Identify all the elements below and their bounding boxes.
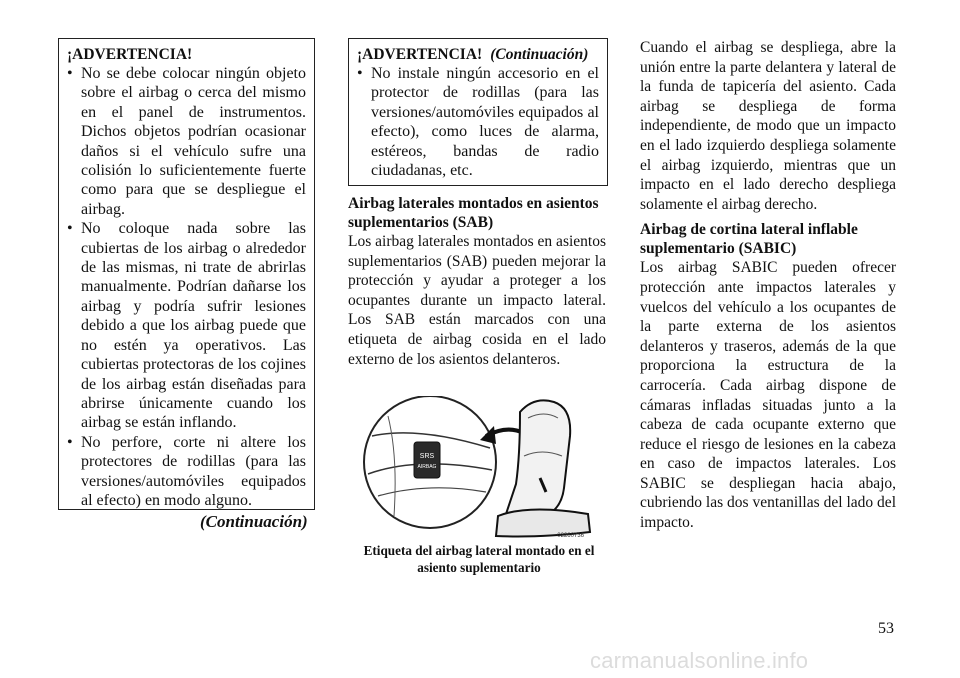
svg-text:AIRBAG: AIRBAG <box>417 464 437 470</box>
sab-section <box>348 194 606 369</box>
watermark-url: carmanualsonline.info <box>590 648 809 673</box>
warning-bullet: • No perfore, corte ni altere los protectores de rodillas (para las versiones/automóviles equipados al efecto) en modo alguno. <box>67 433 306 511</box>
warning-title: ¡ADVERTENCIA! <box>67 46 193 63</box>
warning-bullet: • No se debe colocar ningún objeto sobre el airbag o cerca del mismo en el panel de instrumentos. Dichos objetos podrían ocasionar daños si el vehículo sufre una colisión lo suficientemente fuerte como para que se despliegue el airbag. <box>67 64 306 219</box>
page-number: 53 <box>878 620 894 637</box>
section-title: Airbag de cortina lateral inflable suplementario (SABIC) <box>640 221 858 258</box>
warning-title: ¡ADVERTENCIA! <box>357 46 483 63</box>
seat-illustration <box>358 396 600 540</box>
section-title: Airbag laterales montados en asientos suplementarios (SAB) <box>348 195 599 231</box>
warning-bullet: • No instale ningún accesorio en el protector de rodillas (para las versiones/automóviles equipados al efecto), como luces de alarma, estéreos, bandas de radio ciudadanas, etc. <box>357 64 599 180</box>
label-closeup-inset <box>364 396 496 528</box>
continuation-label: (Continuación) <box>200 512 308 531</box>
seat-airbag-figure <box>358 396 600 540</box>
warning-list <box>357 64 599 180</box>
warning-bullet: • No coloque nada sobre las cubiertas de los airbag o alrededor de las mismas, ni trate de abrirlas manualmente. Podrían dañarse los airbag y podría sufrir lesiones debido a que los airbag puede que no estén ya operativos. Las cubiertas protectoras de los cojines de los airbag están diseñadas para abrirse únicamente cuando los airbag se están inflando. <box>67 219 306 432</box>
srs-airbag-tag <box>414 442 440 478</box>
svg-text:SRS: SRS <box>419 453 435 460</box>
warning-continued-label: (Continuación) <box>490 46 589 63</box>
figure-code: 02260736 <box>557 533 584 539</box>
figure-caption: Etiqueta del airbag lateral montado en el asiento suplementario <box>363 543 595 575</box>
warning-box-1 <box>58 38 315 510</box>
deploy-paragraph: Cuando el airbag se despliega, abre la unión entre la parte delantera y lateral de la funda de tapicería del asiento. Cada airbag se despliega de forma independiente, de modo que un impacto en el lado izquierdo despliega solamente el airbag izquierdo, mientras que un impacto en el lado derecho despliega solamente el airbag derecho. <box>640 39 896 213</box>
section-paragraph: Los airbag laterales montados en asientos suplementarios (SAB) pueden mejorar la protección y ayudar a proteger a los ocupantes durante un impacto lateral. Los SAB están marcados con una etiqueta de airbag cosida en el lado externo de los asientos delanteros. <box>348 233 606 368</box>
warning-title-continued <box>357 45 599 64</box>
seat-drawing <box>496 400 590 536</box>
column-3 <box>640 38 896 533</box>
warning-list <box>67 64 306 510</box>
sabic-paragraph: Los airbag SABIC pueden ofrecer protección ante impactos laterales y vuelcos del vehículo a los ocupantes de la parte externa de los asientos delanteros y traseros, además de la que proporciona la estructura de la carrocería. Cada airbag dispone de cámaras infladas situadas junto a la cabeza de cada ocupante externo que reduce el riesgo de lesiones en la cabeza en caso de impactos laterales. Los SABIC se despliegan hacia abajo, cubriendo las dos ventanillas del lado del impacto. <box>640 259 896 532</box>
warning-box-2 <box>348 38 608 186</box>
